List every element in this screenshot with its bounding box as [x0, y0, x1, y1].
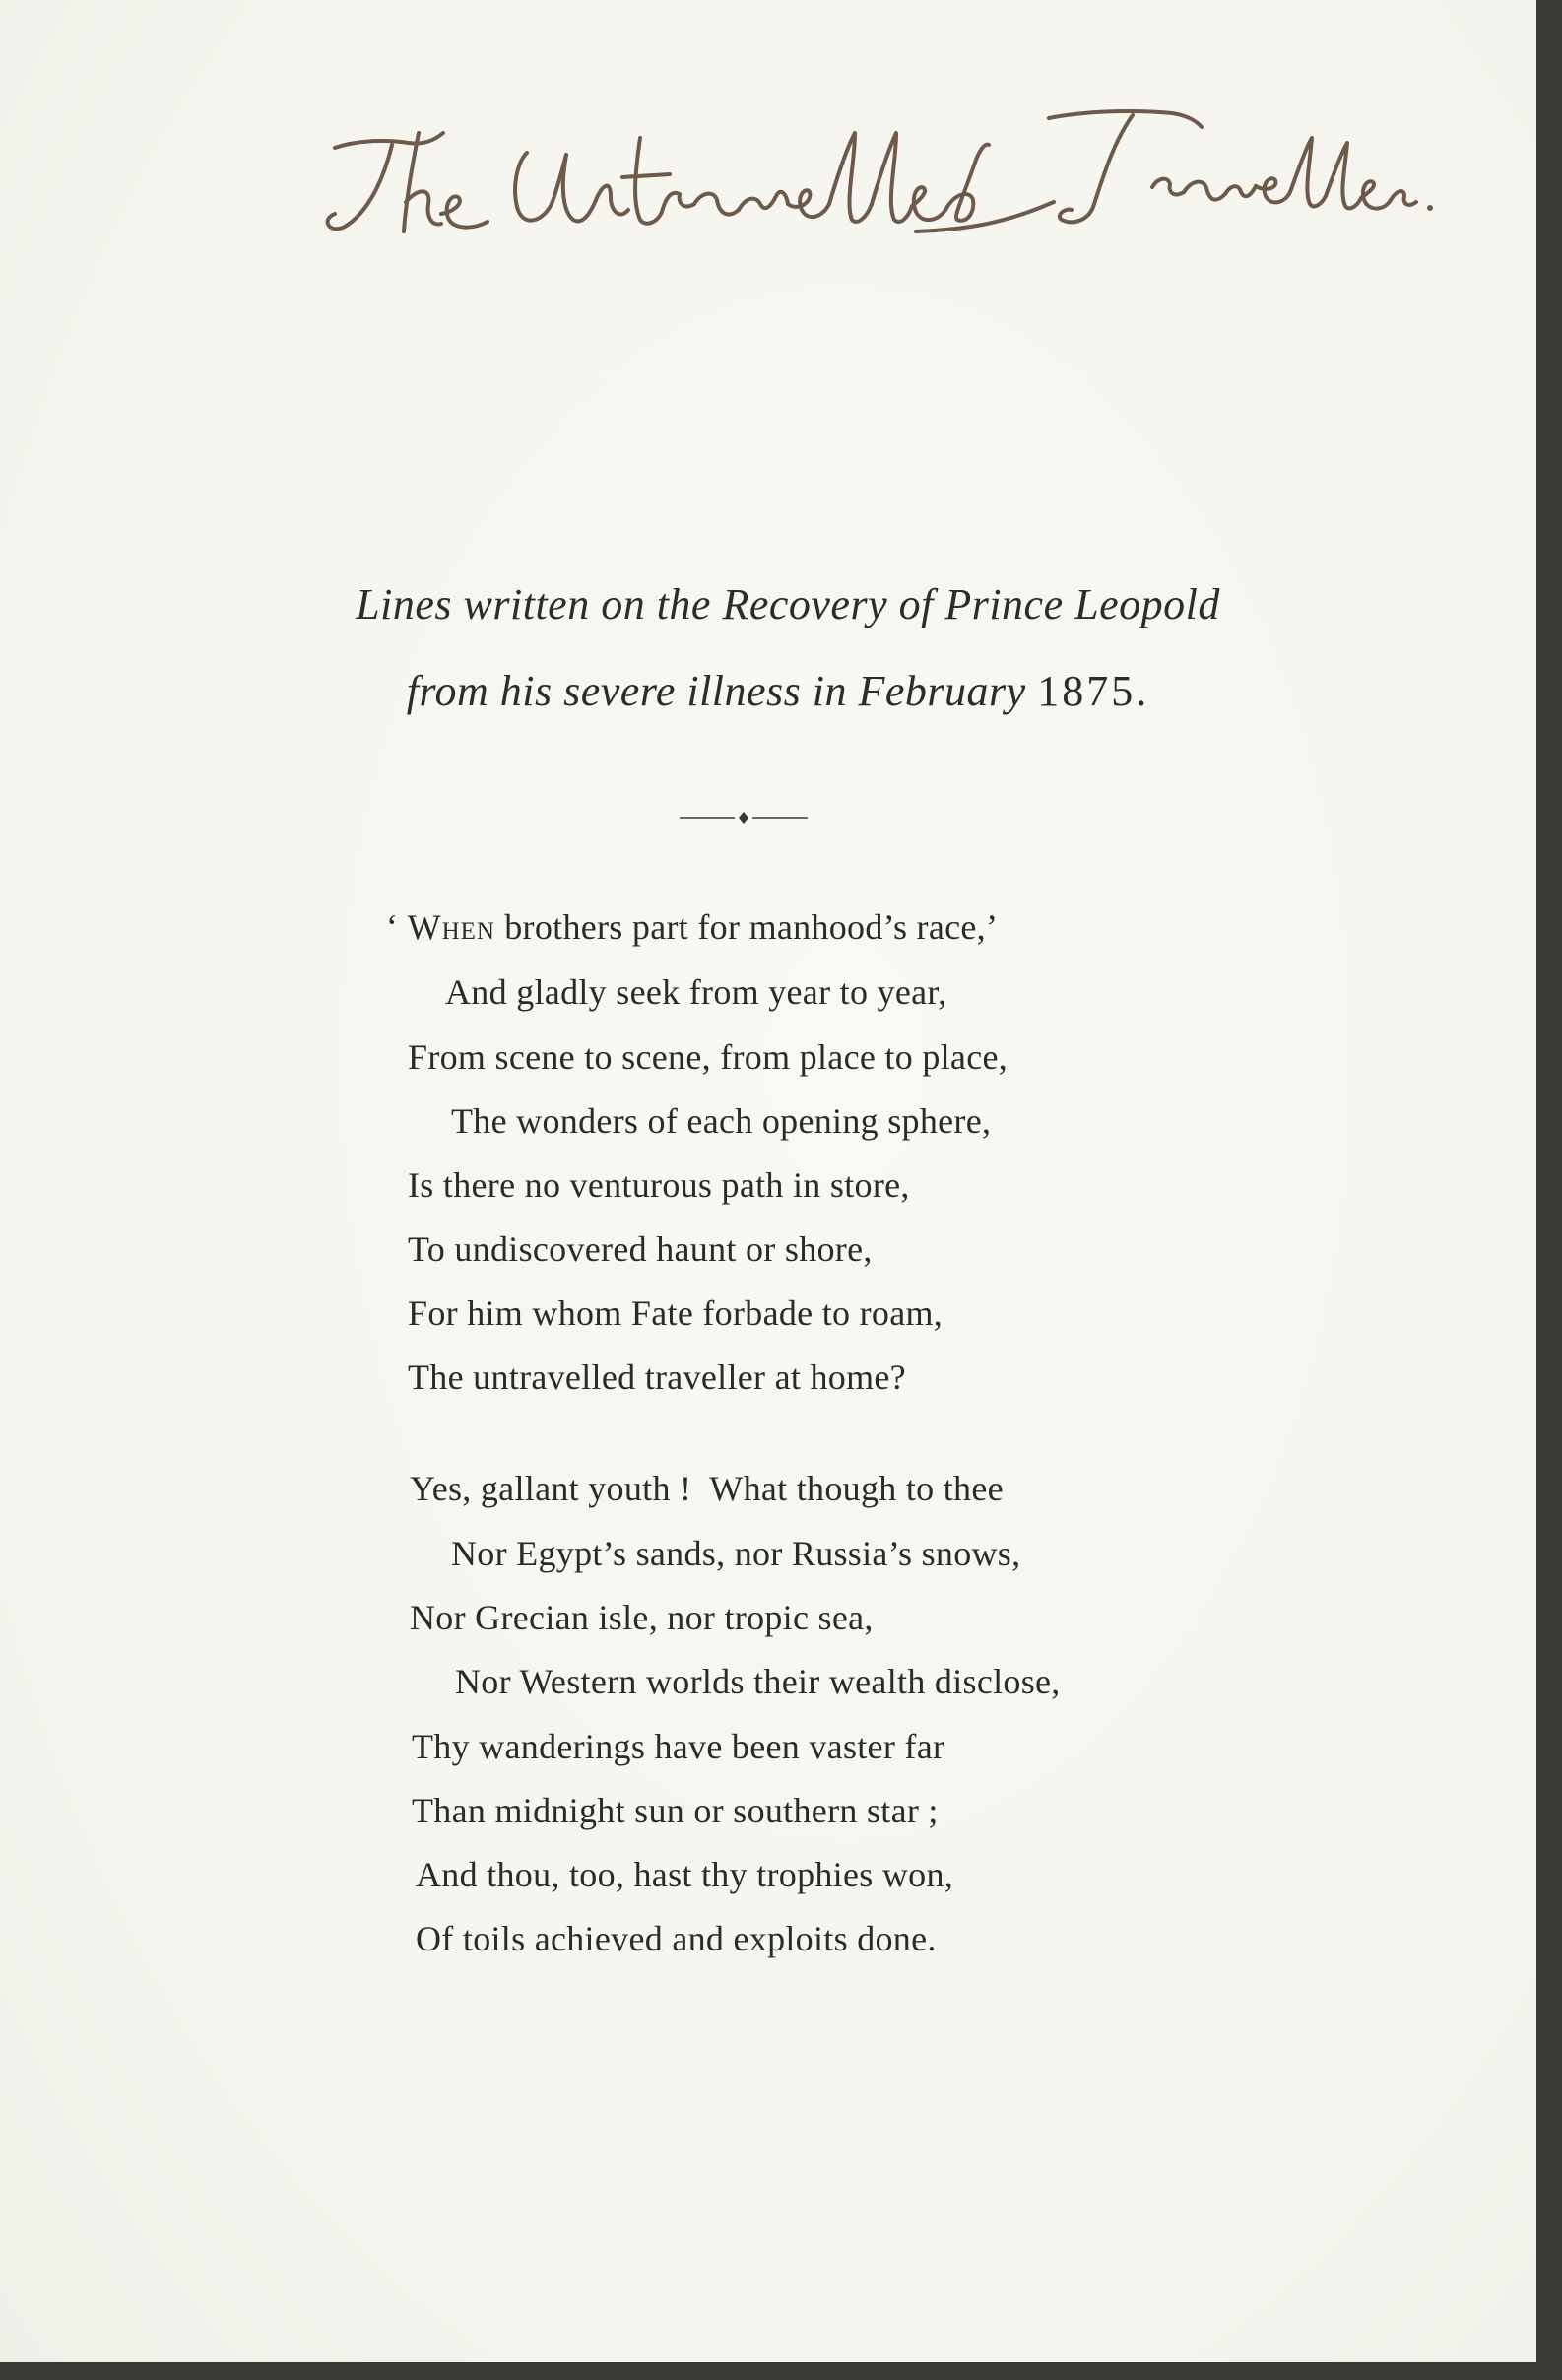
stanza-2-line-6: Than midnight sun or southern star ;	[412, 1791, 939, 1830]
stanza-1-line-8: The untravelled traveller at home?	[408, 1357, 906, 1397]
stanza-1-line-2: And gladly seek from year to year,	[445, 972, 947, 1012]
stanza-2-line-1: Yes, gallant youth ! What though to thee	[410, 1469, 1004, 1508]
stanza-1-line-1	[386, 906, 998, 948]
stanza-2-line-7: And thou, too, hast thy trophies won,	[416, 1855, 954, 1894]
stanza-2-line-5: Thy wanderings have been vaster far	[412, 1727, 945, 1766]
subtitle-line-2-text: from his severe illness in February	[406, 667, 1026, 715]
subtitle-line-1: Lines written on the Recovery of Prince Leopold	[356, 580, 1220, 628]
stanza-1-line-3: From scene to scene, from place to place,	[408, 1037, 1009, 1077]
stanza-2-line-4: Nor Western worlds their wealth disclose,	[455, 1662, 1061, 1701]
opening-quote: ‘	[386, 907, 408, 947]
stanza-2-line-2: Nor Egypt’s sands, nor Russia’s snows,	[451, 1534, 1021, 1573]
stanza-1-line-6: To undiscovered haunt or shore,	[408, 1229, 873, 1269]
stanza-2-line-8: Of toils achieved and exploits done.	[416, 1919, 937, 1958]
handwritten-title	[315, 94, 1448, 251]
stanza-2-line-3: Nor Grecian isle, nor tropic sea,	[410, 1598, 874, 1637]
stanza-1-line-4: The wonders of each opening sphere,	[451, 1101, 992, 1141]
stanza-1-line-5: Is there no venturous path in store,	[408, 1165, 910, 1205]
stanza-1-line-1-rest: brothers part for manhood’s race,’	[494, 907, 999, 947]
stanza-1-line-7: For him whom Fate forbade to roam,	[408, 1293, 944, 1333]
divider-ornament-icon	[680, 808, 808, 827]
subtitle-line-2	[10, 666, 1536, 716]
subtitle-year: 1875.	[1037, 667, 1150, 715]
handwritten-signature-title	[315, 94, 1448, 251]
opening-word: When	[407, 907, 495, 947]
